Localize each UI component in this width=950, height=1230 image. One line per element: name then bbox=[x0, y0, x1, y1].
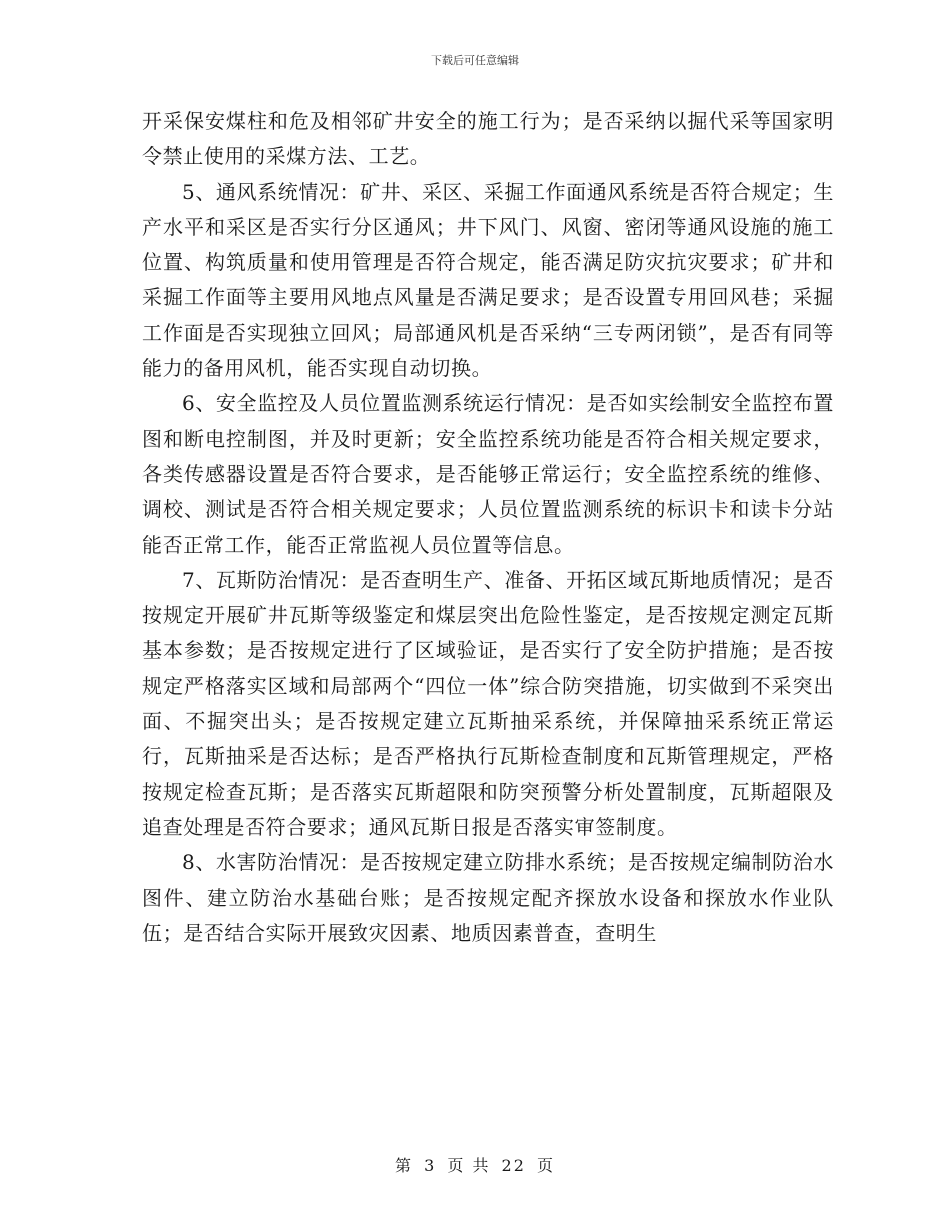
footer-total-pages: 22 bbox=[501, 1156, 526, 1175]
paragraph-monitoring: 6、安全监控及人员位置监测系统运行情况：是否如实绘制安全监控布置图和断电控制图，并及时更新；安全监控系统功能是否符合相关规定要求，各类传感器设置是否符合要求，是否能够正常运行；安全监控系统的维修、调校、测试是否符合相关规定要求；人员位置监测系统的标识卡和读卡分站能否正常工作，能否正常监视人员位置等信息。 bbox=[142, 391, 834, 557]
footer-middle: 页 共 bbox=[447, 1156, 491, 1175]
page-footer bbox=[0, 1153, 950, 1176]
footer-prefix: 第 bbox=[394, 1156, 413, 1175]
paragraph-water-control: 8、水害防治情况：是否按规定建立防排水系统；是否按规定编制防治水图件、建立防治水基础台账；是否按规定配齐探放水设备和探放水作业队伍；是否结合实际开展致灾因素、地质因素普查，查明生 bbox=[142, 850, 834, 945]
paragraph-continuation: 开采保安煤柱和危及相邻矿井安全的施工行为；是否采纳以掘代采等国家明令禁止使用的采煤方法、工艺。 bbox=[142, 109, 834, 169]
paragraph-gas-control: 7、瓦斯防治情况：是否查明生产、准备、开拓区域瓦斯地质情况；是否按规定开展矿井瓦斯等级鉴定和煤层突出危险性鉴定，是否按规定测定瓦斯基本参数；是否按规定进行了区域验证，是否实行了安全防护措施；是否按规定严格落实区域和局部两个“四位一体”综合防突措施，切实做到不采突出面、不掘突出头；是否按规定建立瓦斯抽采系统，并保障抽采系统正常运行，瓦斯抽采是否达标；是否严格执行瓦斯检查制度和瓦斯管理规定，严格按规定检查瓦斯；是否落实瓦斯超限和防突预警分析处置制度，瓦斯超限及追查处理是否符合要求；通风瓦斯日报是否落实审签制度。 bbox=[142, 567, 834, 839]
footer-current-page: 3 bbox=[424, 1156, 437, 1175]
page-header: 下载后可任意编辑 bbox=[431, 54, 519, 67]
document-body bbox=[142, 104, 834, 951]
paragraph-ventilation: 5、通风系统情况：矿井、采区、采掘工作面通风系统是否符合规定；生产水平和采区是否实行分区通风；井下风门、风窗、密闭等通风设施的施工位置、构筑质量和使用管理是否符合规定，能否满足防灾抗灾要求；矿井和采掘工作面等主要用风地点风量是否满足要求；是否设置专用回风巷；采掘工作面是否实现独立回风；局部通风机是否采纳“三专两闭锁”，是否有同等能力的备用风机，能否实现自动切换。 bbox=[142, 179, 834, 381]
footer-suffix: 页 bbox=[537, 1156, 556, 1175]
